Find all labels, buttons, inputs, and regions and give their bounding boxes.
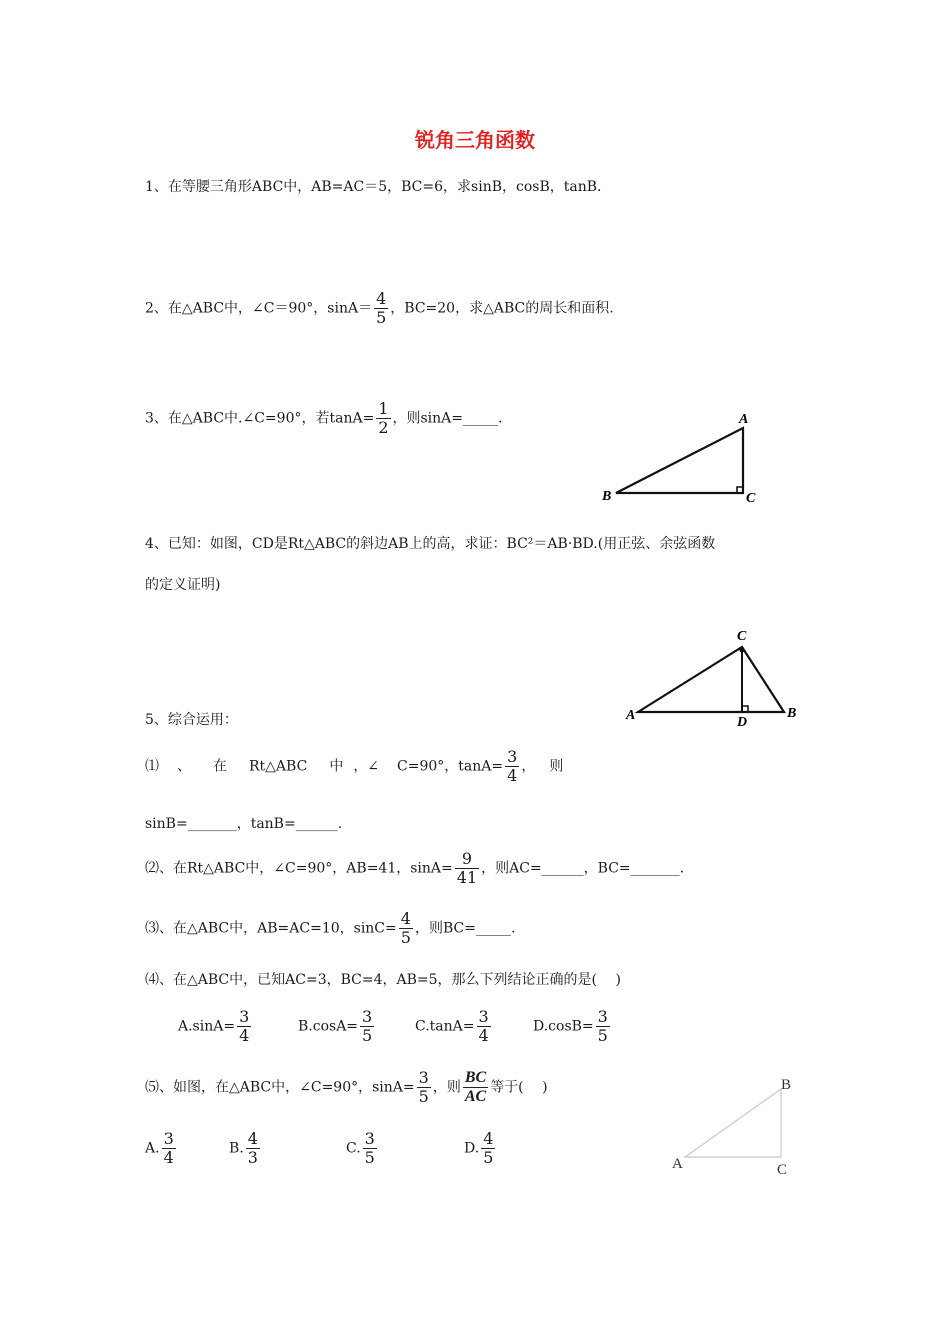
question-5-4-option-d <box>533 1008 612 1045</box>
numerator: 4 <box>400 909 411 928</box>
question-5-5-option-a <box>145 1130 178 1167</box>
option-label: B.cosA= <box>298 1018 359 1035</box>
fraction <box>596 1008 610 1045</box>
numerator: 4 <box>376 289 387 308</box>
question-4-line-1: 4、已知：如图，CD是Rt△ABC的斜边AB上的高，求证：BC²＝AB·BD.(用正弦、余弦函数 <box>145 536 716 552</box>
text-part: ，则AC=______，BC=_______. <box>481 860 685 877</box>
fraction <box>399 910 413 947</box>
question-2-text-end: ，BC=20，求△ABC的周长和面积. <box>390 300 614 317</box>
question-5-1-answers: sinB=_______，tanB=______. <box>145 816 343 832</box>
question-3-text: 3、在△ABC中.∠C=90°，若tanA= <box>145 410 375 427</box>
vertex-label-a: A <box>672 1156 683 1172</box>
vertex-label-c: C <box>777 1162 788 1178</box>
numerator: 3 <box>362 1007 373 1026</box>
item-number: ⑴ <box>145 758 159 775</box>
denominator: 2 <box>378 418 389 437</box>
text-part: ，则BC=_____. <box>414 920 516 937</box>
question-1: 1、在等腰三角形ABC中，AB=AC＝5，BC=6，求sinB，cosB，tanB. <box>145 179 602 195</box>
numerator: 3 <box>163 1129 174 1148</box>
question-5-4: ⑷、在△ABC中，已知AC=3，BC=4，AB=5，那么下列结论正确的是( ) <box>145 972 621 988</box>
text-part: ，∠ <box>353 758 380 775</box>
fraction <box>477 1008 491 1045</box>
question-4-line-2: 的定义证明) <box>145 577 221 593</box>
text-part: C=90°，tanA= <box>397 758 504 775</box>
denominator: 4 <box>507 766 518 785</box>
vertex-label-a: A <box>626 708 636 723</box>
triangle-shape <box>685 1089 781 1157</box>
option-label: B. <box>229 1140 244 1157</box>
text-part: 等于( ) <box>490 1079 548 1096</box>
fraction <box>374 290 388 327</box>
text-part: ⑶、在△ABC中，AB=AC=10，sinC= <box>145 920 397 937</box>
question-5-5 <box>145 1069 548 1106</box>
option-label: D. <box>464 1140 480 1157</box>
fraction <box>455 850 479 887</box>
text-part: Rt△ABC <box>249 758 308 775</box>
vertex-label-c: C <box>746 491 756 504</box>
question-5-5-option-b <box>229 1130 262 1167</box>
fraction <box>417 1069 431 1106</box>
question-5-5-option-d <box>464 1130 497 1167</box>
denominator: 3 <box>247 1148 258 1167</box>
vertex-label-b: B <box>787 706 797 721</box>
numerator: 4 <box>247 1129 258 1148</box>
question-5-4-option-a <box>178 1008 253 1045</box>
numerator: 1 <box>378 399 389 418</box>
triangle-shape <box>616 428 743 493</box>
fraction <box>162 1130 176 1167</box>
question-3-text-end: ，则sinA=_____. <box>392 410 503 427</box>
text-part: 在 <box>213 758 227 775</box>
text-part: ⑵、在Rt△ABC中，∠C=90°，AB=41，sinA= <box>145 860 453 877</box>
option-label: C.tanA= <box>415 1018 475 1035</box>
question-5-5-option-c <box>346 1130 379 1167</box>
numerator: BC <box>464 1069 487 1086</box>
option-label: D.cosB= <box>533 1018 594 1035</box>
figure-right-triangle-abc <box>598 408 763 504</box>
vertex-label-b: B <box>781 1077 792 1093</box>
page-title: 锐角三角函数 <box>415 128 535 152</box>
option-label: A.sinA= <box>178 1018 236 1035</box>
question-5-header: 5、综合运用： <box>145 712 238 728</box>
question-2 <box>145 290 614 327</box>
right-angle-mark-c <box>740 648 745 653</box>
question-2-text: 2、在△ABC中，∠C＝90°，sinA＝ <box>145 300 373 317</box>
denominator: 5 <box>362 1026 373 1045</box>
denominator: 5 <box>400 928 411 947</box>
numerator: 3 <box>364 1129 375 1148</box>
denominator: 5 <box>364 1148 375 1167</box>
question-5-4-option-b <box>298 1008 376 1045</box>
denominator: 4 <box>239 1026 250 1045</box>
text-part: ⑸、如图，在△ABC中，∠C=90°，sinA= <box>145 1079 415 1096</box>
text-part: 则 <box>549 758 564 775</box>
question-5-2 <box>145 850 684 887</box>
fraction <box>376 400 390 437</box>
figure-triangle-altitude <box>622 625 802 731</box>
question-5-4-option-c <box>415 1008 493 1045</box>
text-part: ，则 <box>432 1079 461 1096</box>
text-part: 、 <box>177 758 191 775</box>
vertex-label-b: B <box>602 489 612 504</box>
fraction <box>246 1130 260 1167</box>
numerator: 3 <box>239 1007 250 1026</box>
fraction <box>237 1008 251 1045</box>
vertex-label-c: C <box>737 629 747 644</box>
question-5-1 <box>145 748 563 785</box>
numerator: 4 <box>483 1129 494 1148</box>
numerator: 3 <box>418 1068 429 1087</box>
fraction <box>360 1008 374 1045</box>
numerator: 3 <box>507 747 518 766</box>
fraction <box>505 748 519 785</box>
option-label: A. <box>145 1140 160 1157</box>
numerator: 3 <box>478 1007 489 1026</box>
question-5-3 <box>145 910 515 947</box>
denominator: 5 <box>418 1087 429 1106</box>
question-3 <box>145 400 502 437</box>
option-label: C. <box>346 1140 361 1157</box>
vertex-label-d: D <box>737 715 748 730</box>
vertex-label-a: A <box>739 412 749 427</box>
figure-right-triangle-abc-small <box>665 1070 800 1180</box>
numerator: 9 <box>455 850 479 869</box>
denominator: 5 <box>597 1026 608 1045</box>
fraction-bc-ac <box>463 1069 488 1106</box>
fraction <box>363 1130 377 1167</box>
fraction <box>481 1130 495 1167</box>
text-part: ， <box>521 758 536 775</box>
denominator: 41 <box>456 868 478 887</box>
triangle-shape <box>638 647 784 712</box>
numerator: 3 <box>597 1007 608 1026</box>
denominator: 5 <box>483 1148 494 1167</box>
denominator: AC <box>464 1088 487 1105</box>
denominator: 4 <box>478 1026 489 1045</box>
denominator: 4 <box>163 1148 174 1167</box>
denominator: 5 <box>376 308 387 327</box>
text-part: 中 <box>329 758 344 775</box>
